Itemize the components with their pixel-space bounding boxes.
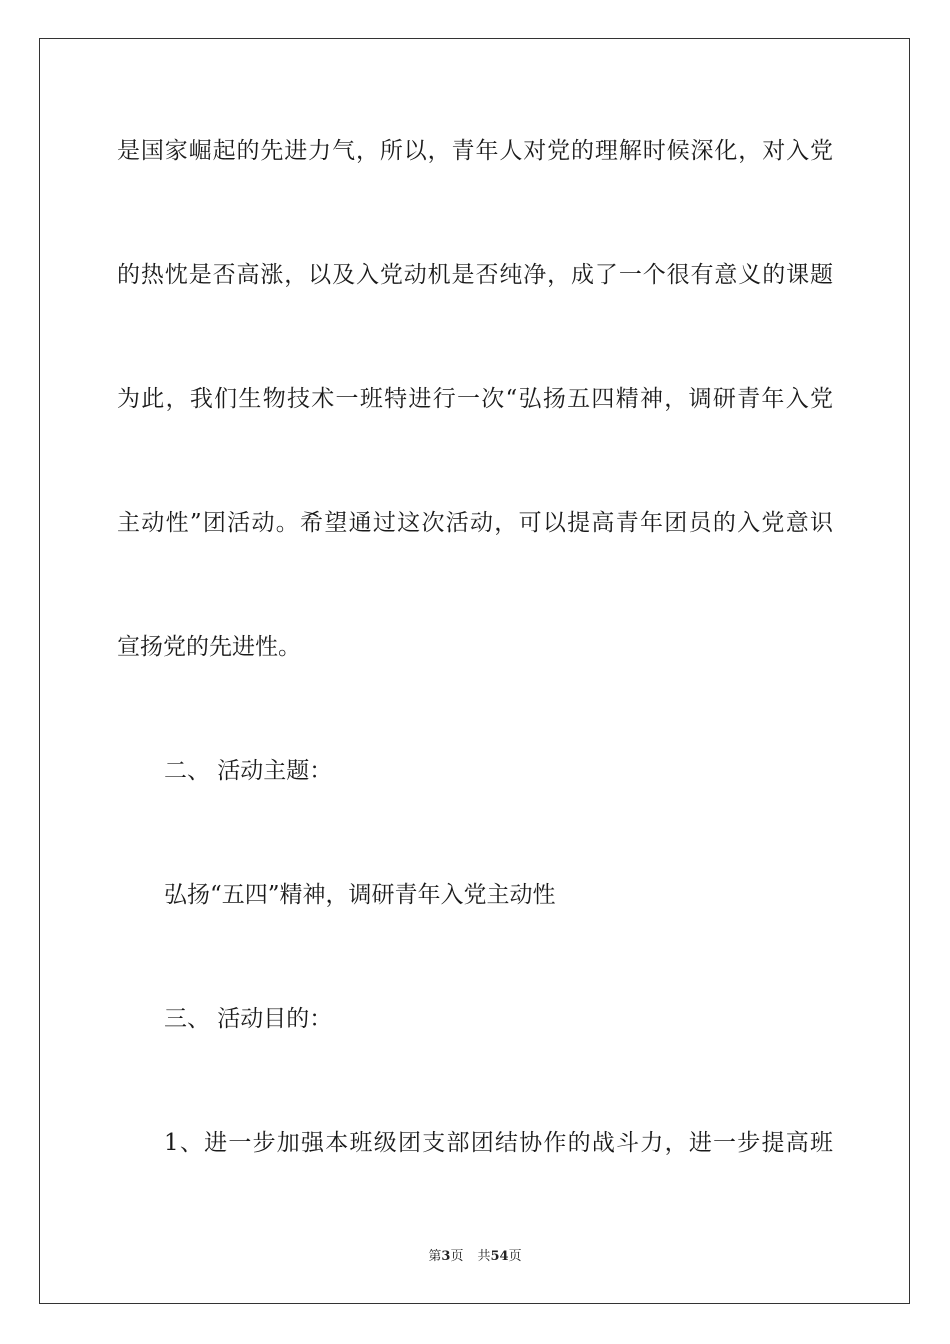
body-line-5: 宣扬党的先进性。 bbox=[117, 634, 301, 660]
footer-page-number: 3 bbox=[441, 1249, 451, 1264]
footer-page-suffix: 页 bbox=[450, 1249, 464, 1264]
footer-total-suffix: 页 bbox=[508, 1249, 522, 1264]
purpose-item-1: 1、进一步加强本班级团支部团结协作的战斗力，进一步提高班 bbox=[164, 1130, 833, 1156]
section-heading-purpose: 三、 活动目的： bbox=[164, 1006, 333, 1032]
footer-prefix: 第 bbox=[428, 1249, 442, 1264]
footer-total-prefix: 共 bbox=[477, 1249, 491, 1264]
body-line-4: 主动性”团活动。希望通过这次活动，可以提高青年团员的入党意识 bbox=[117, 510, 833, 536]
section-heading-theme: 二、 活动主题： bbox=[164, 758, 333, 784]
body-line-3: 为此，我们生物技术一班特进行一次“弘扬五四精神，调研青年入党 bbox=[117, 386, 833, 412]
body-line-2: 的热忱是否高涨，以及入党动机是否纯净，成了一个很有意义的课题 bbox=[117, 262, 833, 288]
footer-total-pages: 54 bbox=[490, 1249, 509, 1264]
body-line-1: 是国家崛起的先进力气，所以，青年人对党的理解时候深化，对入党 bbox=[117, 138, 833, 164]
theme-text: 弘扬“五四”精神，调研青年入党主动性 bbox=[164, 882, 556, 908]
page-footer bbox=[0, 1248, 950, 1266]
page-frame bbox=[39, 38, 910, 1304]
